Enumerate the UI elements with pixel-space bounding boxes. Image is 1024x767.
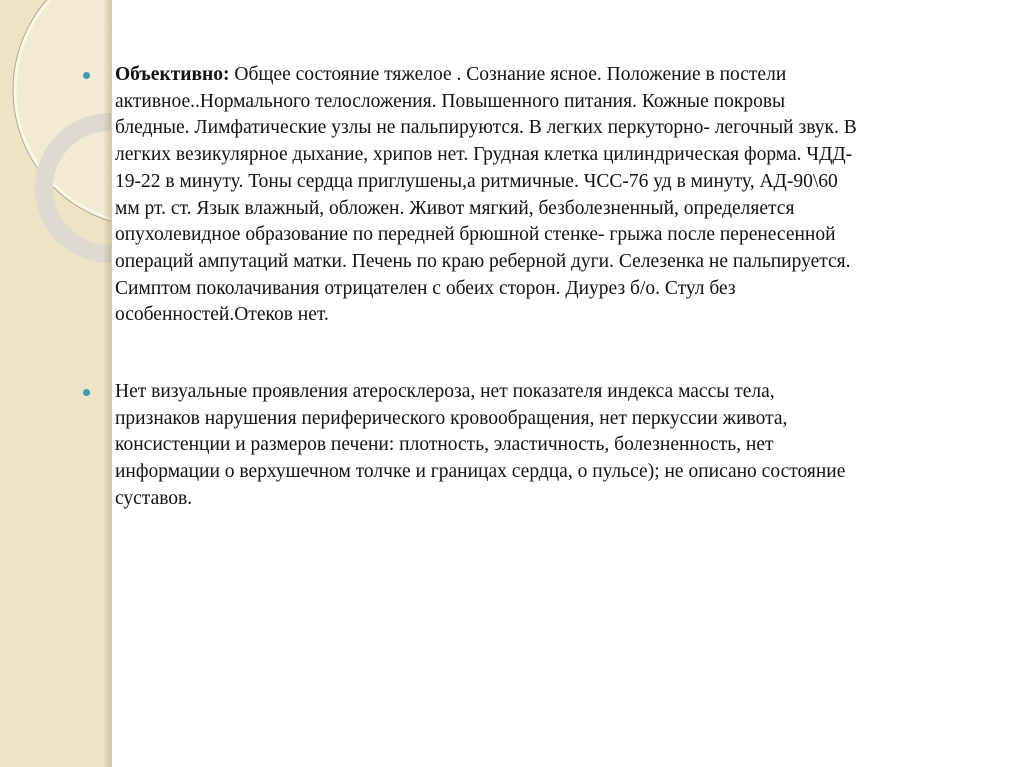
line-text: активное..Нормального телосложения. Повышенного питания. Кожные покровы [115,90,786,112]
line-text: информации о верхушечном толчке и границах сердца, о пульсе); не описано состояние [115,461,846,483]
line-text: Нет визуальные проявления атеросклероза, нет показателя индекса массы тела, [115,381,775,402]
line-text: легких везикулярное дыхание, хрипов нет. Грудная клетка цилиндрическая форма. ЧДД- [115,144,853,166]
line-text: суставов. [115,487,193,509]
panel-edge [111,0,112,767]
text-line [115,486,845,513]
text-line [115,276,857,303]
line-text: 19-22 в минуту. Тоны сердца приглушены,а ритмичные. ЧСС-76 уд в минуту, АД-90\60 [115,170,838,192]
bullet-icon [83,72,90,79]
line-text: мм рт. ст. Язык влажный, обложен. Живот мягкий, безболезненный, определяется [115,197,795,219]
text-line [115,169,857,196]
text-line [115,249,857,276]
line-text: признаков нарушения периферического кровообращения, нет перкуссии живота, [115,407,788,429]
decorative-side-panel [0,0,111,767]
bullet-icon [83,389,90,396]
line-text: консистенции и размеров печени: плотность, эластичность, болезненность, нет [115,434,774,456]
text-line [115,89,857,116]
text-line [115,432,845,459]
decorative-circles [0,0,111,767]
text-line [115,115,857,142]
text-line [115,196,857,223]
text-line [115,62,857,89]
text-line [115,379,845,406]
paragraph-missing-info [115,379,845,513]
text-line [115,142,857,169]
paragraph-objective [115,62,857,329]
text-line [115,222,857,249]
text-line [115,406,845,433]
text-line [115,459,845,486]
line-text: операций ампутаций матки. Печень по краю реберной дуги. Селезенка не пальпируется. [115,250,851,272]
line-text: Общее состояние тяжелое . Сознание ясное. Положение в постели [229,64,787,85]
line-text: бледные. Лимфатические узлы не пальпируются. В легких перкуторно- легочный звук. В [115,117,857,139]
line-text: особенностей.Отеков нет. [115,304,329,326]
line-text: Симптом поколачивания отрицателен с обеих сторон. Диурез б/о. Стул без [115,277,736,299]
line-text: опухолевидное образование по передней брюшной стенке- грыжа после перенесенной [115,224,836,246]
text-line [115,302,857,329]
lead-label: Объективно: [115,64,230,85]
